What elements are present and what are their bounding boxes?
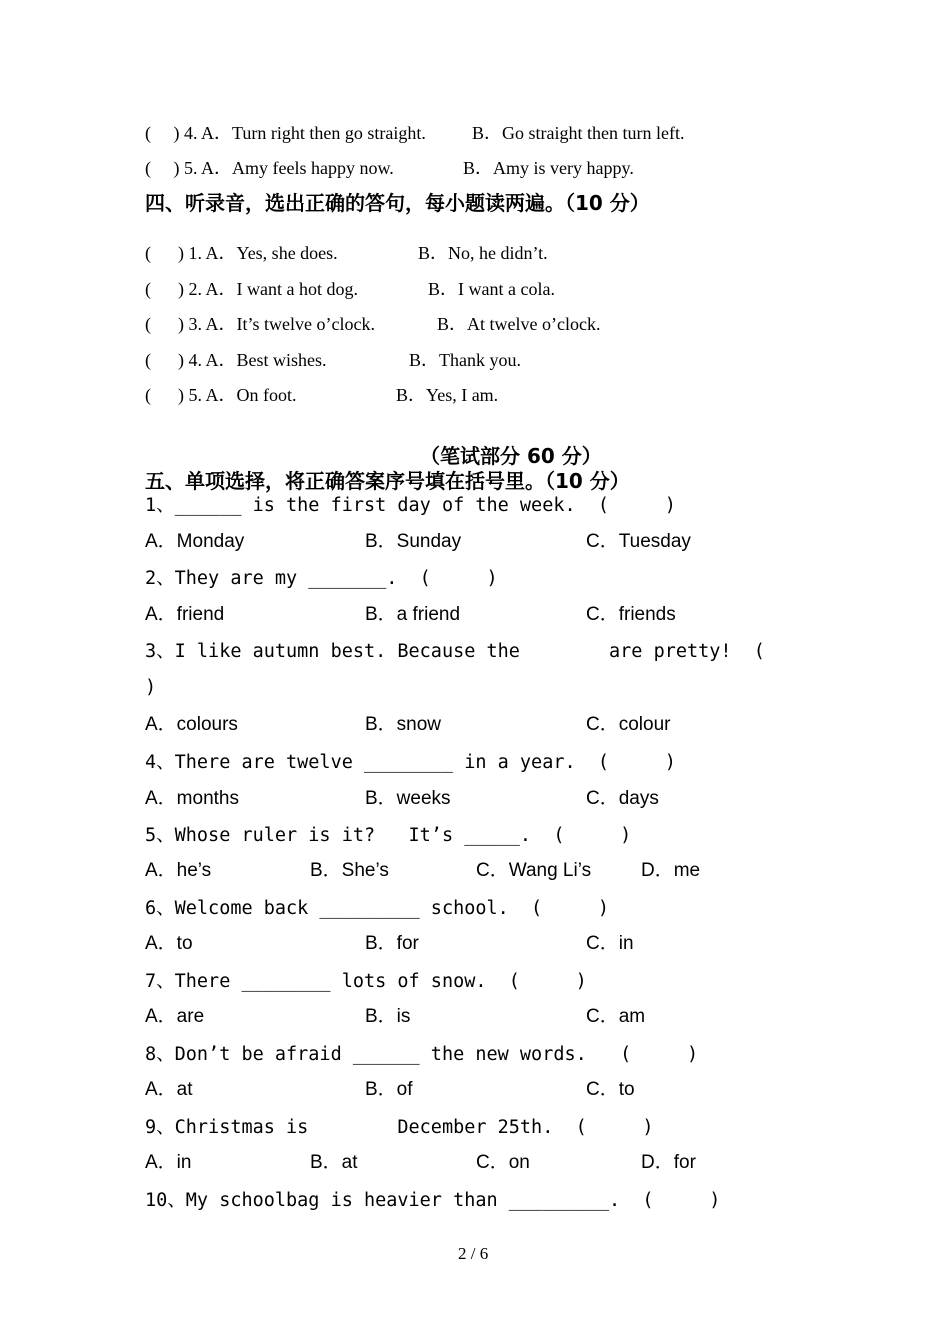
question-stem: 9、Christmas is December 25th. ( ) xyxy=(145,1117,654,1138)
question-stem-continued: ) xyxy=(145,677,157,698)
section-4-question-text: ( ) 3. A．It’s twelve o’clock. xyxy=(145,314,375,334)
answer-option: A．he’s xyxy=(145,860,212,881)
listening-question-text: ( ) 4. A．Turn right then go straight. xyxy=(145,123,426,143)
section-4-question-text: ( ) 2. A．I want a hot dog. xyxy=(145,279,358,299)
section-4-question-text: ( ) 4. A．Best wishes. xyxy=(145,350,327,370)
listening-question-text: ( ) 5. A．Amy feels happy now. xyxy=(145,158,394,178)
section-5-title: 五、单项选择，将正确答案序号填在括号里。（10 分） xyxy=(145,469,630,493)
question-stem: 8、Don’t be afraid ______ the new words. ( ) xyxy=(145,1044,699,1065)
answer-option: A．at xyxy=(145,1079,193,1100)
section-4-option-b: B．Yes, I am. xyxy=(396,385,499,405)
question-stem: 7、There ________ lots of snow. ( ) xyxy=(145,971,587,992)
answer-option: C．days xyxy=(586,788,659,809)
section-4-option-b: B．No, he didn’t. xyxy=(418,243,548,263)
section-4-option-b: B．At twelve o’clock. xyxy=(437,314,601,334)
question-stem: 3、I like autumn best. Because the are pretty! ( xyxy=(145,641,765,662)
section-4-option-b: B．Thank you. xyxy=(409,350,521,370)
answer-option: B．She’s xyxy=(310,860,389,881)
section-4-question-text: ( ) 5. A．On foot. xyxy=(145,385,297,405)
answer-option: C．friends xyxy=(586,604,676,625)
listening-option-b: B．Amy is very happy. xyxy=(463,158,634,178)
answer-option: A．Monday xyxy=(145,531,245,552)
answer-option: A．in xyxy=(145,1152,192,1173)
answer-option: C．on xyxy=(476,1152,530,1173)
answer-option: C．in xyxy=(586,933,634,954)
answer-option: A．colours xyxy=(145,714,238,735)
answer-option: D．for xyxy=(641,1152,696,1173)
question-stem: 4、There are twelve ________ in a year. ( ) xyxy=(145,752,676,773)
answer-option: B．at xyxy=(310,1152,358,1173)
answer-option: B．for xyxy=(365,933,419,954)
answer-option: D．me xyxy=(641,860,701,881)
answer-option: B．is xyxy=(365,1006,411,1027)
answer-option: B．snow xyxy=(365,714,442,735)
question-stem: 5、Whose ruler is it? It’s _____. ( ) xyxy=(145,825,632,846)
question-stem: 10、My schoolbag is heavier than _________. ( ) xyxy=(145,1190,721,1211)
answer-option: B．weeks xyxy=(365,788,451,809)
question-stem: 6、Welcome back _________ school. ( ) xyxy=(145,898,610,919)
answer-option: B．Sunday xyxy=(365,531,462,552)
listening-option-b: B．Go straight then turn left. xyxy=(472,123,685,143)
answer-option: C．am xyxy=(586,1006,646,1027)
written-part-heading: （笔试部分 60 分） xyxy=(420,444,602,468)
question-stem: 2、They are my _______. ( ) xyxy=(145,568,498,589)
answer-option: A．to xyxy=(145,933,193,954)
question-stem: 1、______ is the first day of the week. ( ) xyxy=(145,495,676,516)
answer-option: B．of xyxy=(365,1079,413,1100)
answer-option: C．Wang Li’s xyxy=(476,860,592,881)
section-4-question-text: ( ) 1. A．Yes, she does. xyxy=(145,243,338,263)
section-4-option-b: B．I want a cola. xyxy=(428,279,555,299)
answer-option: B．a friend xyxy=(365,604,461,625)
answer-option: A．friend xyxy=(145,604,225,625)
section-4-title: 四、听录音，选出正确的答句，每小题读两遍。（10 分） xyxy=(145,191,650,215)
page-number: 2 / 6 xyxy=(458,1244,489,1263)
answer-option: C．to xyxy=(586,1079,635,1100)
answer-option: A．months xyxy=(145,788,239,809)
answer-option: A．are xyxy=(145,1006,205,1027)
answer-option: C．Tuesday xyxy=(586,531,691,552)
answer-option: C．colour xyxy=(586,714,671,735)
